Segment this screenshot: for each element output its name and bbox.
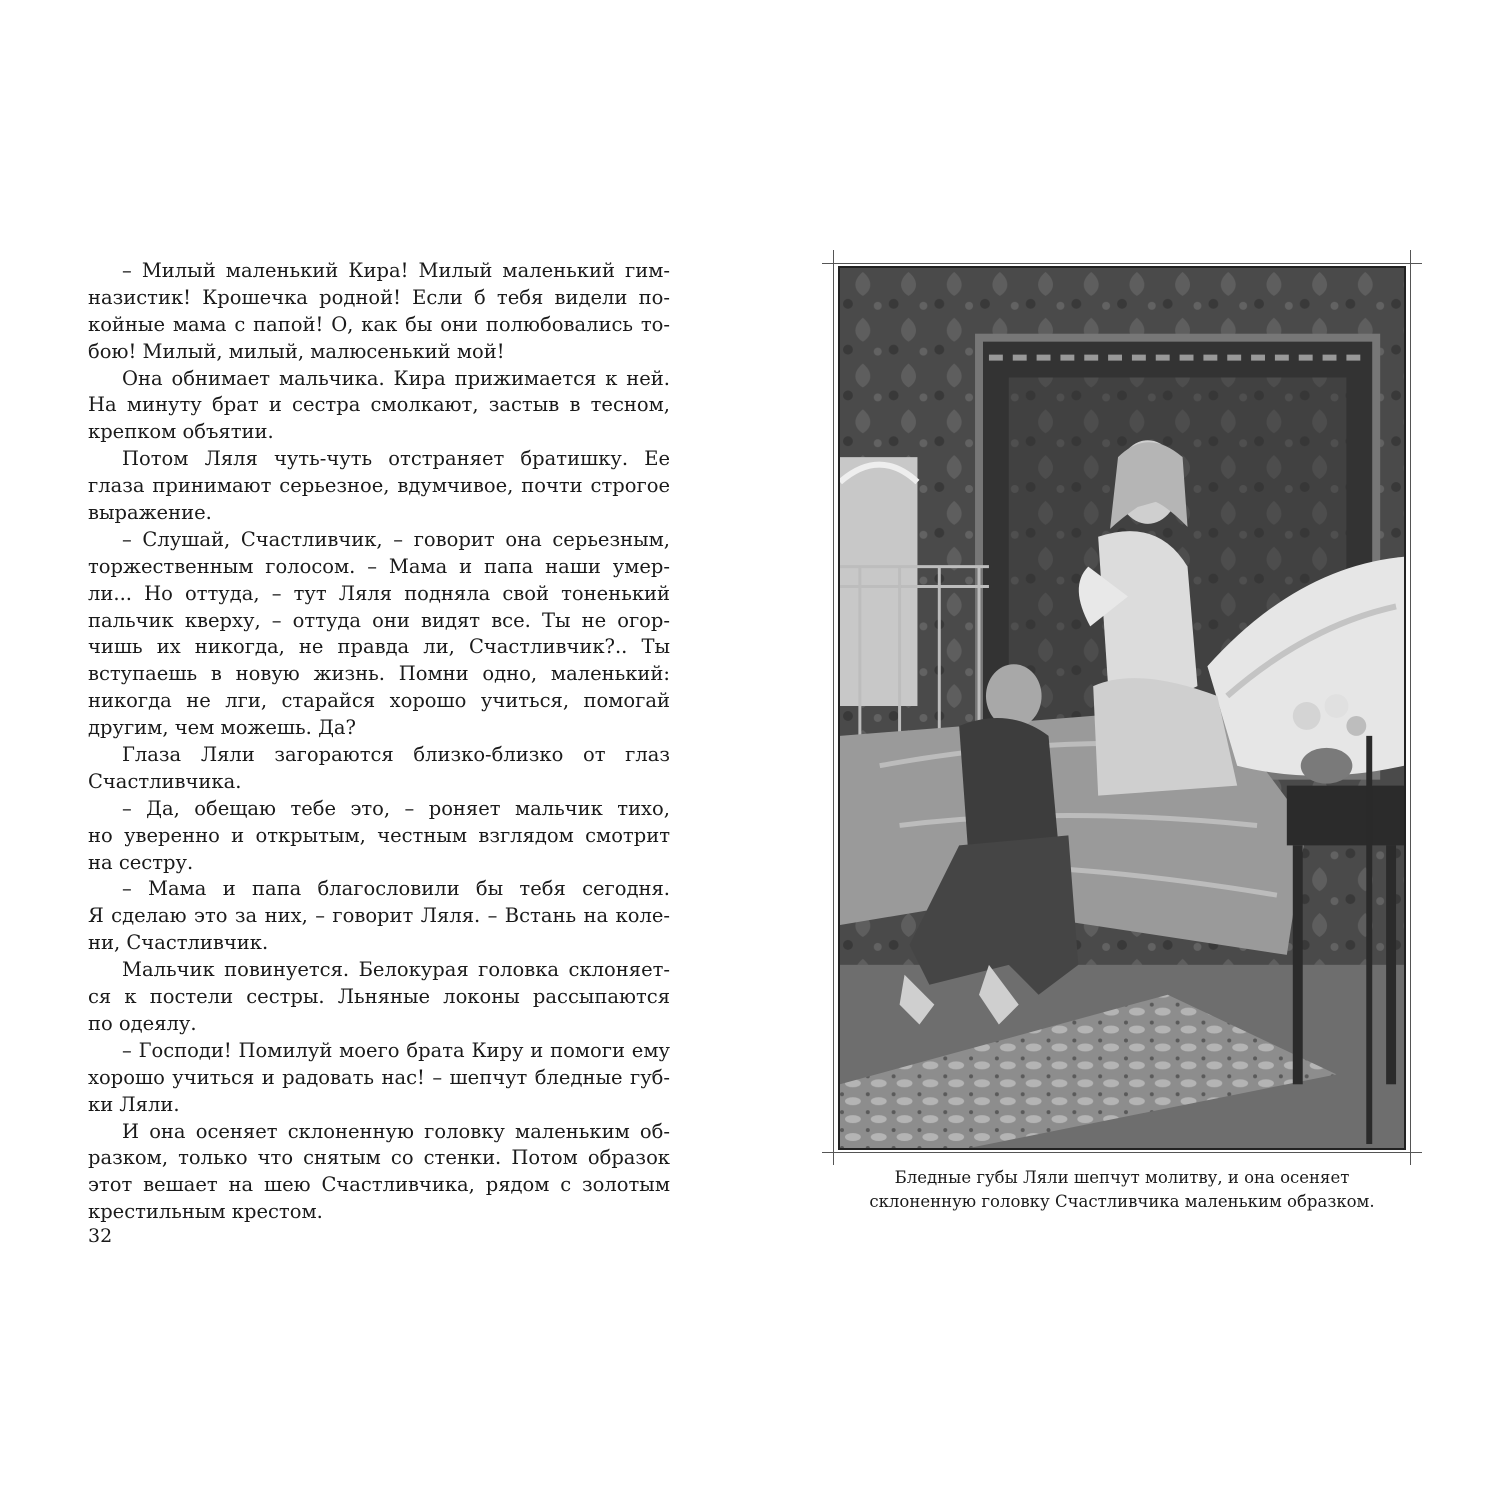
text-line: – Милый маленький Кира! Милый маленький гим-: [122, 259, 670, 282]
text-line: бою! Милый, милый, малюсенький мой!: [88, 339, 505, 363]
text-line: На минуту брат и сестра смолкают, застыв в тесном,: [88, 393, 670, 417]
text-line: хорошо учиться и радовать нас! – шепчут бледные губ-: [88, 1065, 670, 1089]
text-line: Она обнимает мальчика. Кира прижимается к ней.: [122, 366, 670, 390]
illustration-drawing: [840, 268, 1404, 1148]
frame-line-left: [833, 250, 834, 1165]
text-line: Потом Ляля чуть-чуть отстраняет братишку. Ее: [122, 447, 670, 471]
text-line: другим, чем можешь. Да?: [88, 716, 357, 740]
illustration-caption: [830, 1166, 1414, 1214]
text-line: крепком объятии.: [88, 420, 274, 444]
text-line: – Мама и папа благословили бы тебя сегодня.: [122, 877, 670, 901]
text-line: но уверенно и открытым, честным взглядом смотрит: [88, 823, 670, 847]
page-text: [88, 258, 670, 1226]
caption-line: склоненную головку Счастливчика маленьким образком.: [869, 1192, 1375, 1211]
text-line: ни, Счастливчик.: [88, 931, 269, 955]
text-line: Я сделаю это за них, – говорит Ляля. – Встань на коле-: [88, 904, 670, 928]
text-line: ся к постели сестры. Льняные локоны рассыпаются: [88, 985, 670, 1009]
text-line: вступаешь в новую жизнь. Помни одно, маленький:: [88, 662, 670, 686]
text-line: – Господи! Помилуй моего брата Киру и помоги ему: [122, 1038, 670, 1062]
frame-line-top: [822, 263, 1422, 264]
frame-line-right: [1410, 250, 1411, 1165]
text-line: ли... Но оттуда, – тут Ляля подняла свой тоненький: [88, 581, 670, 605]
text-line: крестильным крестом.: [88, 1200, 323, 1224]
text-line: ки Ляли.: [88, 1092, 180, 1116]
window: [840, 457, 917, 706]
text-line: на сестру.: [88, 850, 194, 874]
text-line: пальчик кверху, – оттуда они видят все. Ты не огор-: [88, 608, 670, 632]
text-line: койные мама с папой! О, как бы они полюбовались то-: [88, 312, 670, 336]
text-line: – Да, обещаю тебе это, – роняет мальчик тихо,: [122, 796, 670, 820]
text-line: выражение.: [88, 501, 212, 525]
text-line: Счастливчика.: [88, 769, 242, 793]
text-line: – Слушай, Счастливчик, – говорит она серьезным,: [122, 527, 670, 551]
text-line: чишь их никогда, не правда ли, Счастливчик?.. Ты: [88, 635, 670, 659]
text-line: торжественным голосом. – Мама и папа наши умер-: [88, 554, 670, 578]
text-line: разком, только что снятым со стенки. Потом образок: [88, 1146, 670, 1170]
text-line: глаза принимают серьезное, вдумчивое, почти строгое: [88, 474, 670, 498]
text-line: этот вешает на шею Счастливчика, рядом с золотым: [88, 1173, 670, 1197]
page-number: 32: [88, 1225, 113, 1247]
frame-line-bottom: [822, 1152, 1422, 1153]
text-line: никогда не лги, старайся хорошо учиться, помогай: [88, 689, 670, 713]
caption-line: Бледные губы Ляли шепчут молитву, и она осеняет: [894, 1168, 1350, 1187]
text-line: по одеялу.: [88, 1011, 197, 1035]
text-line: Мальчик повинуется. Белокурая головка склоняет-: [122, 958, 670, 982]
crutch: [1366, 736, 1372, 1144]
text-line: назистик! Крошечка родной! Если б тебя видели по-: [88, 285, 670, 309]
text-line: Глаза Ляли загораются близко-близко от глаз: [122, 743, 670, 767]
text-line: И она осеняет склоненную головку маленьким об-: [122, 1119, 670, 1143]
illustration: [838, 266, 1406, 1150]
